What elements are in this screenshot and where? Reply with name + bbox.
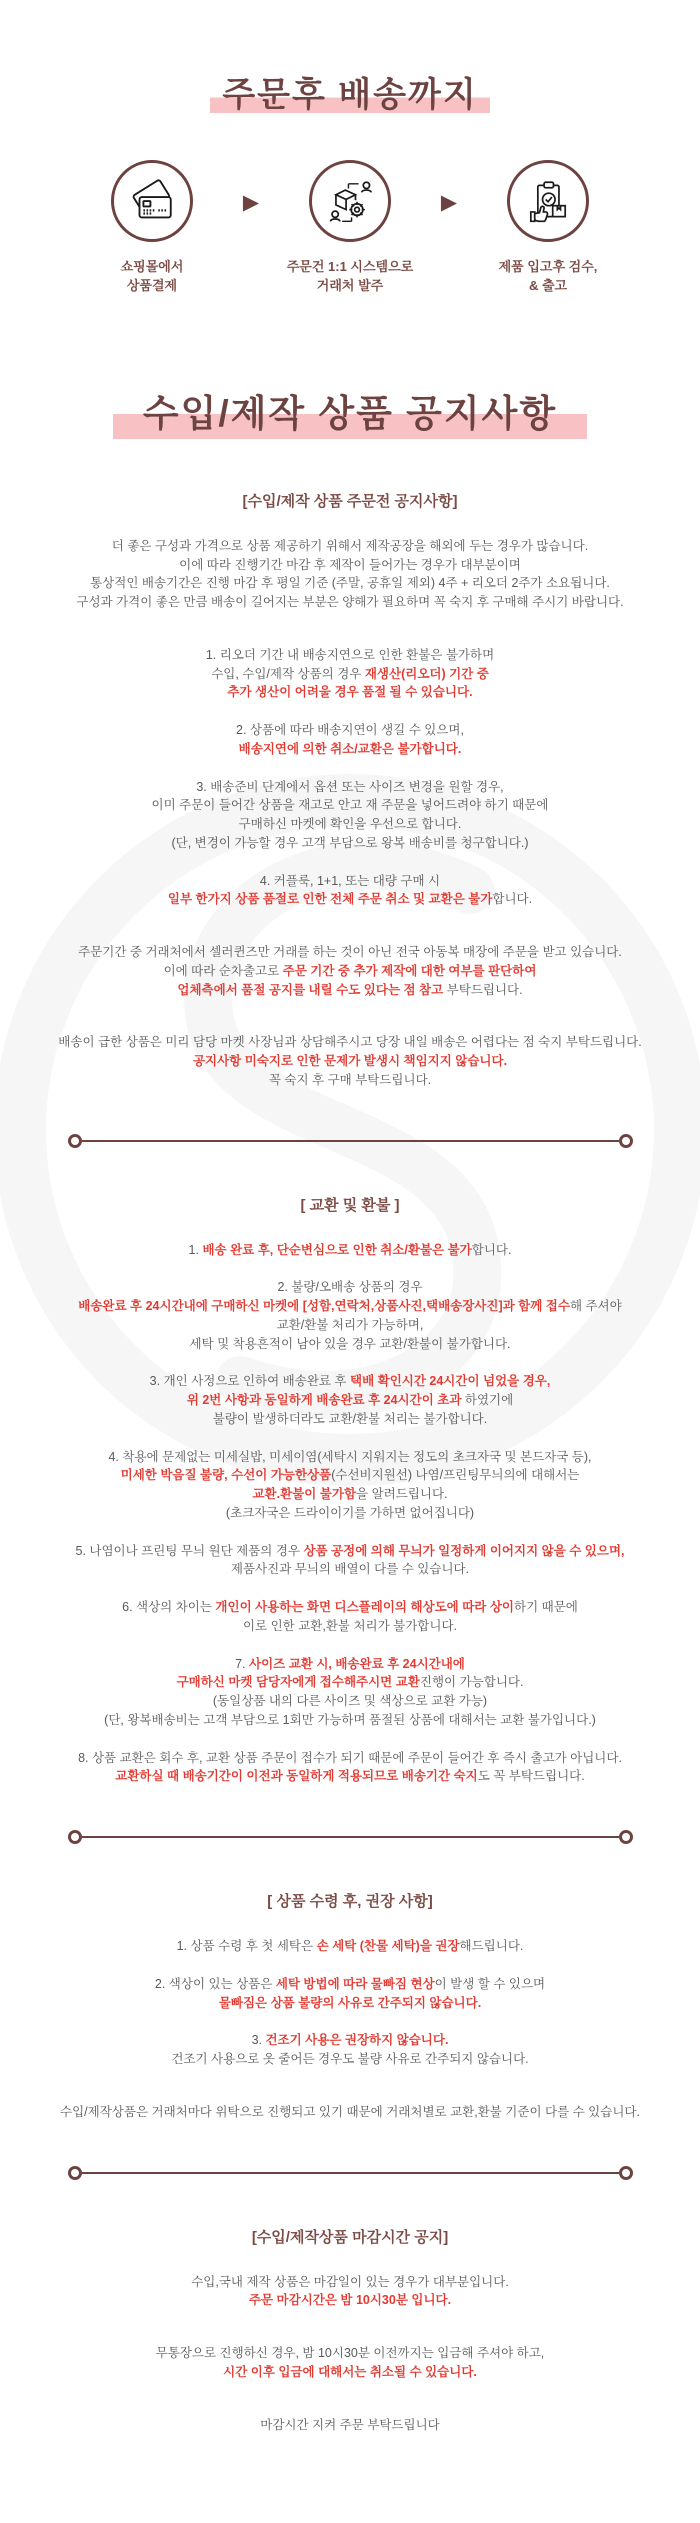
notice-paragraph: 무통장으로 진행하신 경우, 밤 10시30분 이전까지는 입금해 주셔야 하고, 시간 이후 입금에 대해서는 취소될 수 있습니다. xyxy=(155,2346,545,2379)
notice-title: 수입/제작 상품 공지사항 xyxy=(20,392,680,436)
notice-paragraph: 2. 색상이 있는 상품은 세탁 방법에 따라 물빠짐 현상이 발생 할 수 있으며 물빠짐은 상품 불량의 사유로 간주되지 않습니다. xyxy=(154,1976,546,2010)
section-divider xyxy=(68,2166,633,2180)
order-flow-section xyxy=(20,75,680,296)
notice-paragraph: 3. 건조기 사용은 권장하지 않습니다. 건조기 사용으로 옷 줄어든 경우도 불량 사유로 간주되지 않습니다. xyxy=(171,2033,529,2067)
order-system-icon xyxy=(309,160,391,242)
notice-section xyxy=(20,392,680,2435)
order-flow-steps xyxy=(20,160,680,296)
deadline-heading: [수입/제작상품 마감시간 공지] xyxy=(251,2228,449,2246)
divider-ring-icon xyxy=(619,1830,633,1844)
notice-paragraph: 3. 개인 사정으로 인하여 배송완료 후 택배 확인시간 24시간이 넘었을 경우, 위 2번 사항과 동일하게 배송완료 후 24시간이 초과 하였기에 불량이 발생하더라도 교환/환불 처리는 불가합니다. xyxy=(149,1374,551,1426)
section-divider xyxy=(68,1134,633,1148)
preorder-heading: [수입/제작 상품 주문전 공지사항] xyxy=(242,492,458,510)
notice-paragraph: 5. 나염이나 프린팅 무늬 원단 제품의 경우 상품 공정에 의해 무늬가 일정하게 이어지지 않을 수 있으며, 제품사진과 무늬의 배열이 다를 수 있습니다. xyxy=(75,1543,625,1577)
notice-paragraph: 2. 상품에 따라 배송지연이 생길 수 있으며, 배송지연에 의한 취소/교환은 불가합니다. xyxy=(236,723,464,756)
care-recommendation-subsection xyxy=(20,1890,680,2122)
deadline-notice-subsection xyxy=(20,2226,680,2435)
exchange-refund-subsection xyxy=(20,1194,680,1787)
notice-paragraph: 마감시간 지켜 주문 부탁드립니다 xyxy=(260,2417,440,2432)
divider-line xyxy=(82,1836,619,1838)
preorder-notice-subsection xyxy=(20,490,680,1090)
notice-paragraph: 1. 리오더 기간 내 배송지연으로 인한 환불은 불가하며 수입, 수입/제작 상품의 경우 재생산(리오더) 기간 중 추가 생산이 어려울 경우 품절 될 수 있습니다. xyxy=(205,647,495,700)
exchange-heading: [ 교환 및 환불 ] xyxy=(300,1196,400,1214)
notice-paragraph: 3. 배송준비 단계에서 옵션 또는 사이즈 변경을 원할 경우, 이미 주문이 들어간 상품을 재고로 안고 재 주문을 넣어드려야 하기 때문에 구매하신 마켓에 확인을 우선으로 합니다. (단, 변경이 가능할 경우 고객 부담으로 왕복 배송비를 청구합니다.) xyxy=(151,779,549,850)
notice-paragraph: 1. 상품 수령 후 첫 세탁은 손 세탁 (찬물 세탁)을 권장해드립니다. xyxy=(176,1939,524,1954)
arrow-right-icon: ▶ xyxy=(440,190,458,214)
care-heading: [ 상품 수령 후, 권장 사항] xyxy=(267,1893,433,1911)
divider-ring-icon xyxy=(68,1134,82,1148)
step-label: 쇼핑몰에서 상품결제 xyxy=(120,258,184,294)
divider-line xyxy=(82,1140,619,1142)
notice-paragraph: 7. 사이즈 교환 시, 배송완료 후 24시간내에 구매하신 마켓 담당자에게 접수해주시면 교환진행이 가능합니다. (동일상품 내의 다른 사이즈 및 색상으로 교환 가능) (단, 왕복배송비는 고객 부담으로 1회만 가능하며 품절된 상품에 대해서는 교환 불가입니다.) xyxy=(104,1656,596,1727)
divider-ring-icon xyxy=(619,1134,633,1148)
notice-paragraph: 4. 커플룩, 1+1, 또는 대량 구매 시 일부 한가지 상품 품절로 인한 전체 주문 취소 및 교환은 불가합니다. xyxy=(167,873,533,907)
notice-paragraph: 8. 상품 교환은 회수 후, 교환 상품 주문이 접수가 되기 때문에 주문이 들어간 후 즉시 출고가 아닙니다. 교환하실 때 배송기간이 이전과 동일하게 적용되므로 배송기간 숙지도 꼭 부탁드립니다. xyxy=(78,1750,622,1784)
credit-card-payment-icon xyxy=(111,160,193,242)
divider-ring-icon xyxy=(68,1830,82,1844)
notice-paragraph: 수입,국내 제작 상품은 마감일이 있는 경우가 대부분입니다. 주문 마감시간은 밤 10시30분 입니다. xyxy=(191,2274,509,2308)
step-payment xyxy=(68,160,236,296)
divider-ring-icon xyxy=(68,2166,82,2180)
step-label: 제품 입고후 검수, & 출고 xyxy=(498,258,598,294)
flow-title: 주문후 배송까지 xyxy=(20,75,680,116)
notice-paragraph: 4. 착용에 문제없는 미세실밥, 미세이염(세탁시 지워지는 정도의 초크자국 및 본드자국 등), 미세한 박음질 불량, 수선이 가능한상품(수선비지원선) 나염/프린팅무늬의에 대해서는 교환.환불이 불가함을 알려드립니다. (초크자국은 드라이이기를 가하면 없어집니다) xyxy=(108,1449,592,1520)
divider-line xyxy=(82,2172,619,2174)
arrow-right-icon: ▶ xyxy=(242,190,260,214)
section-divider xyxy=(68,1830,633,1844)
step-label: 주문건 1:1 시스템으로 거래처 발주 xyxy=(286,258,414,294)
notice-paragraph: 주문기간 중 거래처에서 셀러퀸즈만 거래를 하는 것이 아닌 전국 아동복 매장에 주문을 받고 있습니다. 이에 따라 순차출고로 주문 기간 중 추가 제작에 대한 여부를 판단하여 업체측에서 품절 공지를 내릴 수도 있다는 점 참고 부탁드립니다. xyxy=(78,945,622,997)
divider-ring-icon xyxy=(619,2166,633,2180)
notice-paragraph: 배송이 급한 상품은 미리 담당 마켓 사장님과 상담해주시고 당장 내일 배송은 어렵다는 점 숙지 부탁드립니다. 공지사항 미숙지로 인한 문제가 발생시 책임지지 않습니다. 꼭 숙지 후 구매 부탁드립니다. xyxy=(58,1035,642,1087)
notice-paragraph: 1. 배송 완료 후, 단순변심으로 인한 취소/환불은 불가합니다. xyxy=(188,1242,512,1257)
inspection-shipping-icon xyxy=(507,160,589,242)
step-order-system xyxy=(266,160,434,296)
step-inspection xyxy=(464,160,632,296)
notice-paragraph: 수입/제작상품은 거래처마다 위탁으로 진행되고 있기 때문에 거래처별로 교환,환불 기준이 다를 수 있습니다. xyxy=(60,2104,640,2119)
notice-paragraph: 더 좋은 구성과 가격으로 상품 제공하기 위해서 제작공장을 해외에 두는 경우가 많습니다. 이에 따라 진행기간 마감 후 제작이 들어가는 경우가 대부분이며 통상적인 배송기간은 진행 마감 후 평일 기준 (주말, 공휴일 제외) 4주 + 리오더 2주가 소요됩니다. 구성과 가격이 좋은 만큼 배송이 길어지는 부분은 양해가 필요하며 꼭 숙지 후 구매해 주시기 바랍니다. xyxy=(76,538,624,610)
notice-paragraph: 2. 불량/오배송 상품의 경우 배송완료 후 24시간내에 구매하신 마켓에 [성함,연락처,상품사진,택배송장사진]과 함께 접수해 주셔야 교환/환불 처리가 가능하며, 세탁 및 착용흔적이 남아 있을 경우 교환/환불이 불가합니다. xyxy=(78,1280,622,1351)
notice-paragraph: 6. 색상의 차이는 개인이 사용하는 화면 디스플레이의 해상도에 따라 상이하기 때문에 이로 인한 교환,환불 처리가 불가합니다. xyxy=(122,1600,578,1633)
